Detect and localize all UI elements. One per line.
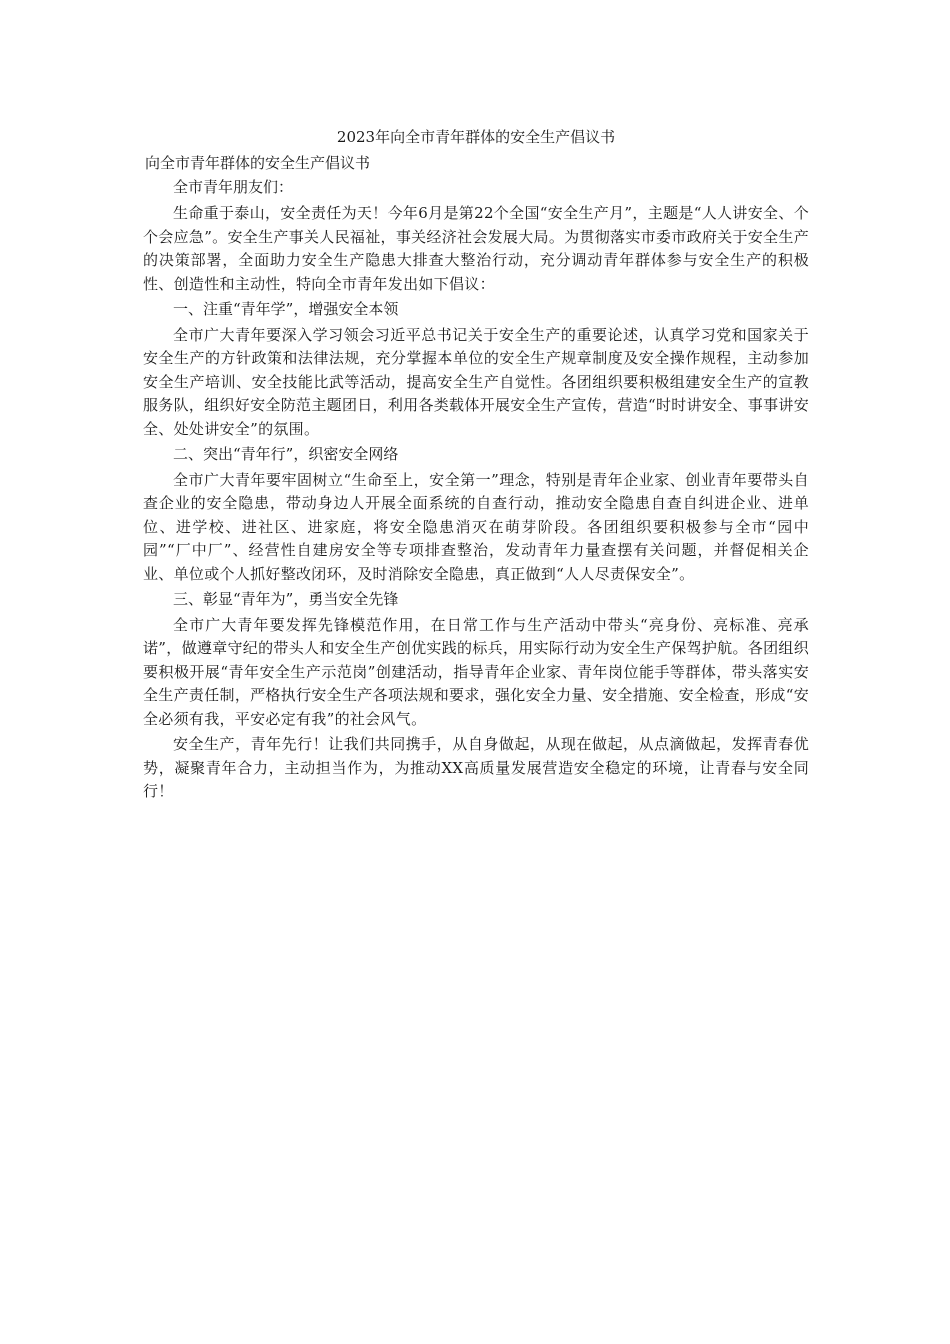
document-title: 2023年向全市青年群体的安全生产倡议书 bbox=[336, 128, 616, 146]
document-subtitle: 向全市青年群体的安全生产倡议书 bbox=[145, 154, 371, 172]
section-body-2: 全市广大青年要牢固树立“生命至上，安全第一”理念，特别是青年企业家、创业青年要带头自查企业的安全隐患，带动身边人开展全面系统的自查行动，推动安全隐患自查自纠进企业、进单位、进学校、进社区、进家庭，将安全隐患消灭在萌芽阶段。各团组织要积极参与全市“园中园”“厂中厂”、经营性自建房安全等专项排查整治，发动青年力量查摆有关问题，并督促相关企业、单位或个人抓好整改闭环，及时消除安全隐患，真正做到“人人尽责保安全”。 bbox=[143, 470, 809, 583]
closing-paragraph: 安全生产，青年先行！让我们共同携手，从自身做起，从现在做起，从点滴做起，发挥青春优势，凝聚青年合力，主动担当作为，为推动XX高质量发展营造安全稳定的环境，让青春与安全同行！ bbox=[143, 735, 809, 800]
section-heading-2: 二、突出“青年行”，织密安全网络 bbox=[173, 445, 399, 463]
section-body-3: 全市广大青年要发挥先锋模范作用，在日常工作与生产活动中带头“亮身份、亮标准、亮承诺”，做遵章守纪的带头人和安全生产创优实践的标兵，用实际行动为安全生产保驾护航。各团组织要积极开展“青年安全生产示范岗”创建活动，指导青年企业家、青年岗位能手等群体，带头落实安全生产责任制，严格执行安全生产各项法规和要求，强化安全力量、安全措施、安全检查，形成“安全必须有我，平安必定有我”的社会风气。 bbox=[143, 615, 809, 728]
intro-paragraph: 生命重于泰山，安全责任为天！今年6月是第22个全国“安全生产月”，主题是“人人讲安全、个个会应急”。安全生产事关人民福祉，事关经济社会发展大局。为贯彻落实市委市政府关于安全生产的决策部署，全面助力安全生产隐患大排查大整治行动，充分调动青年群体参与安全生产的积极性、创造性和主动性，特向全市青年发出如下倡议： bbox=[143, 204, 809, 293]
section-heading-1: 一、注重“青年学”，增强安全本领 bbox=[173, 300, 399, 318]
section-body-1: 全市广大青年要深入学习领会习近平总书记关于安全生产的重要论述，认真学习党和国家关于安全生产的方针政策和法律法规，充分掌握本单位的安全生产规章制度及安全操作规程，主动参加安全生产培训、安全技能比武等活动，提高安全生产自觉性。各团组织要积极组建安全生产的宣教服务队，组织好安全防范主题团日，利用各类载体开展安全生产宣传，营造“时时讲安全、事事讲安全、处处讲安全”的氛围。 bbox=[143, 325, 809, 438]
section-heading-3: 三、彰显“青年为”，勇当安全先锋 bbox=[173, 590, 399, 608]
document-page bbox=[143, 126, 809, 806]
salutation: 全市青年朋友们： bbox=[173, 178, 294, 196]
